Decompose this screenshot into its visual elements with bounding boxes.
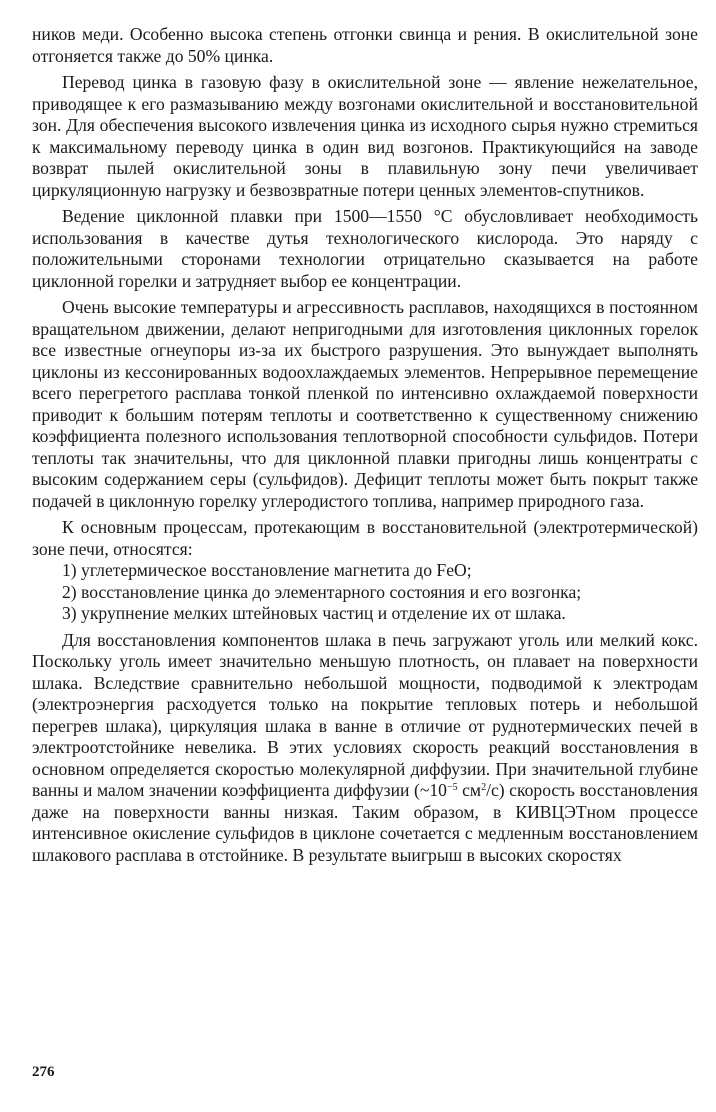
diffusion-unit: см: [457, 780, 482, 800]
document-page: [32, 24, 698, 866]
paragraph-continuation: ников меди. Особенно высока степень отгонки свинца и рения. В окислительной зоне отгоняется также до 50% цинка.: [32, 24, 698, 66]
diffusion-exponent: −5: [446, 782, 458, 793]
paragraph-reduction-tail: /с) скорость восстановления даже на поверхности ванны низкая. Таким образом, в КИВЦЭТном процессе интенсивное окисление сульфидов в циклоне сочетается с медленным восстановлением шлакового расплава в отстойнике. В результате выигрыш в высоких скоростях: [32, 780, 699, 865]
paragraph-zinc-gas-phase: Перевод цинка в газовую фазу в окислительной зоне — явление нежелательное, приводящее к его размазыванию между возгонами окислительной и восстановительной зон. Для обеспечения высокого извлечения цинка из исходного сырья нужно стремиться к максимальному переводу цинка в один вид возгонов. Практикующийся на заводе возврат пылей окислительной зоны в плавильную зону печи увеличивает циркуляционную нагрузку и безвозвратные потери ценных элементов-спутников.: [32, 72, 698, 200]
paragraph-reduction-zone-intro: К основным процессам, протекающим в восстановительной (электротермической) зоне печи, относятся:: [32, 517, 698, 559]
list-item-1: 1) углетермическое восстановление магнетита до FeO;: [62, 560, 472, 580]
diffusion-unit-exponent: 2: [481, 782, 487, 793]
paragraph-cyclone-temperature: Ведение циклонной плавки при 1500—1550 °С обусловливает необходимость использования в качестве дутья технологического кислорода. Это наряду с положительными сторонами технологии отрицательно сказывается на работе циклонной горелки и затрудняет выбор ее концентрации.: [32, 206, 698, 291]
page-number: 276: [32, 1064, 55, 1080]
list-item-2: 2) восстановление цинка до элементарного состояния и его возгонка;: [62, 581, 582, 602]
paragraph-reduction-text: Для восстановления компонентов шлака в печь загружают уголь или мелкий кокс. Поскольку уголь имеет значительно меньшую плотность, он плавает на поверхности шлака. Вследствие сравнительно небольшой мощности, подводимой к электродам (электроэнергия расходуется только на покрытие тепловых потерь и небольшой перегрев шлака), циркуляция шлака в ванне в отличие от руднотермических печей в электроотстойнике невелика. В этих условиях скорость реакций восстановления в основном определяется скоростью молекулярной диффузии. При значительной глубине ванны и малом значении коэффициента диффузии (~10: [32, 629, 698, 800]
paragraph-reduction-components: [32, 630, 698, 867]
list-item-3: 3) укрупнение мелких штейновых частиц и отделение их от шлака.: [62, 603, 566, 623]
paragraph-refractories: Очень высокие температуры и агрессивность расплавов, находящихся в постоянном вращательном движении, делают непригодными для изготовления циклонных горелок все известные огнеупоры из-за их быстрого разрушения. Это вынуждает выполнять циклоны из кессонированных водоохлаждаемых элементов. Непрерывное перемещение всего перегретого расплава тонкой пленкой по интенсивно охлаждаемой поверхности приводит к большим потерям теплоты и соответственно к существенному снижению коэффициента полезного использования теплотворной способности сульфидов. Потери теплоты так значительны, что для циклонной плавки пригодны лишь концентраты с высоким содержанием серы (сульфидов). Дефицит теплоты может быть покрыт также подачей в циклонную горелку углеродистого топлива, например природного газа.: [32, 297, 698, 511]
